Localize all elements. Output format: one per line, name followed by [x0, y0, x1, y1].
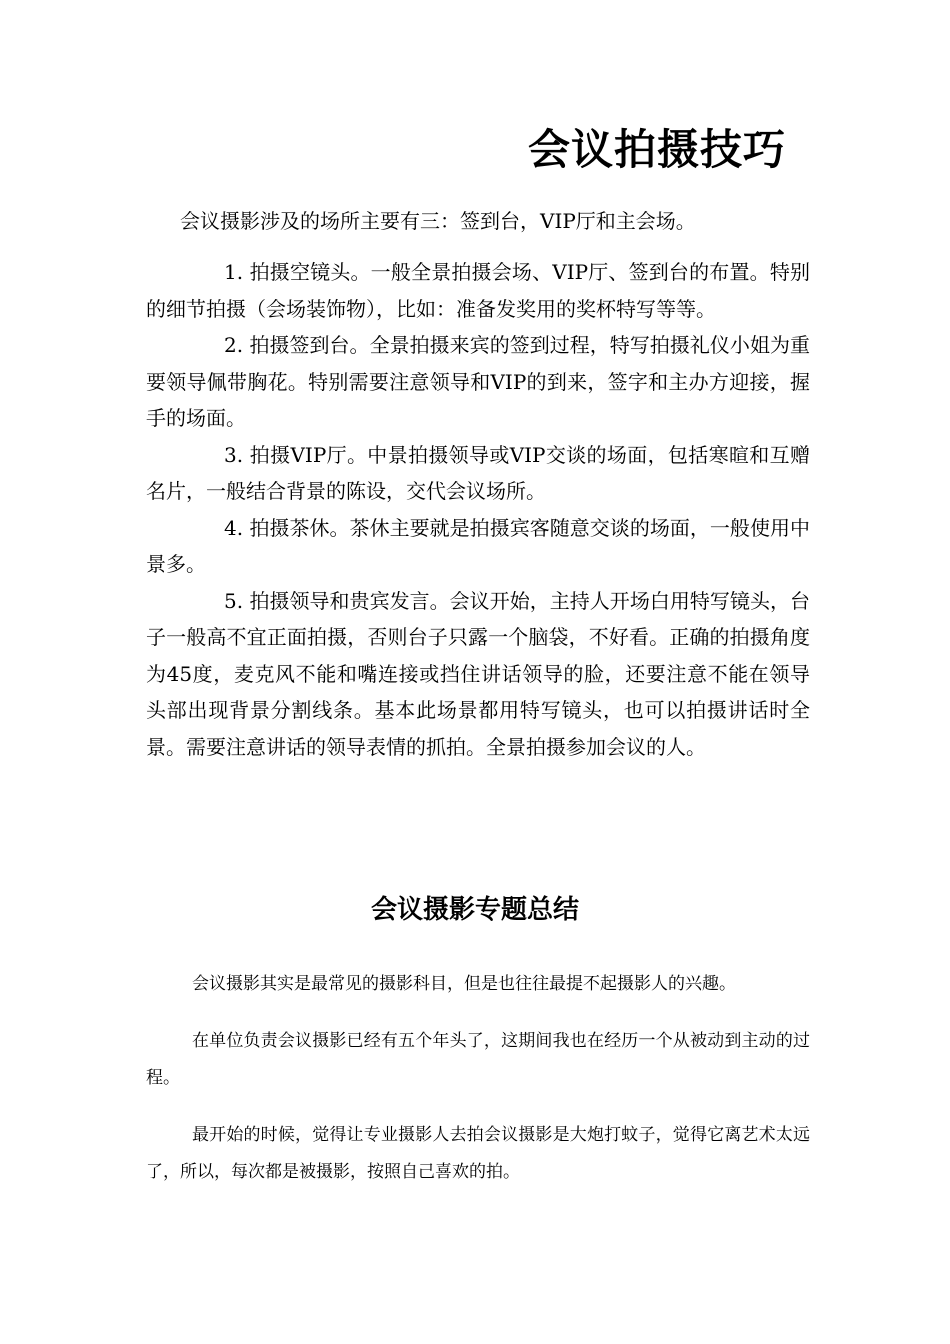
summary-title: 会议摄影专题总结 — [370, 895, 579, 925]
technique-item-4: 4. 拍摄茶休。茶休主要就是拍摄宾客随意交谈的场面，一般使用中景多。 — [146, 515, 810, 576]
summary-paragraph-1: 会议摄影其实是最常见的摄影科目，但是也往往最提不起摄影人的兴趣。 — [192, 974, 736, 994]
technique-item-2: 2. 拍摄签到台。全景拍摄来宾的签到过程，特写拍摄礼仪小姐为重要领导佩带胸花。特别需要注意领导和VIP的到来，签字和主办方迎接，握手的场面。 — [146, 333, 810, 430]
intro-paragraph: 会议摄影涉及的场所主要有三：签到台，VIP厅和主会场。 — [180, 209, 696, 233]
technique-item-5: 5. 拍摄领导和贵宾发言。会议开始，主持人开场白用特写镜头，台子一般高不宜正面拍摄，否则台子只露一个脑袋，不好看。正确的拍摄角度为45度，麦克风不能和嘴连接或挡住讲话领导的脸，还要注意不能在领导头部出现背景分割线条。基本此场景都用特写镜头，也可以拍摄讲话时全景。需要注意讲话的领导表情的抓拍。全景拍摄参加会议的人。 — [146, 588, 810, 759]
summary-paragraph-3: 最开始的时候，觉得让专业摄影人去拍会议摄影是大炮打蚊子，觉得它离艺术太远了，所以，每次都是被摄影，按照自己喜欢的拍。 — [146, 1125, 810, 1182]
technique-item-3: 3. 拍摄VIP厅。中景拍摄领导或VIP交谈的场面，包括寒暄和互赠名片，一般结合背景的陈设，交代会议场所。 — [146, 442, 810, 503]
technique-list — [146, 254, 810, 765]
technique-item-1: 1. 拍摄空镜头。一般全景拍摄会场、VIP厅、签到台的布置。特别的细节拍摄（会场装饰物），比如：准备发奖用的奖杯特写等等。 — [146, 260, 810, 321]
summary-paragraph-2: 在单位负责会议摄影已经有五个年头了，这期间我也在经历一个从被动到主动的过程。 — [146, 1031, 810, 1088]
document-title: 会议拍摄技巧 — [528, 125, 787, 174]
summary-section — [146, 966, 810, 1211]
